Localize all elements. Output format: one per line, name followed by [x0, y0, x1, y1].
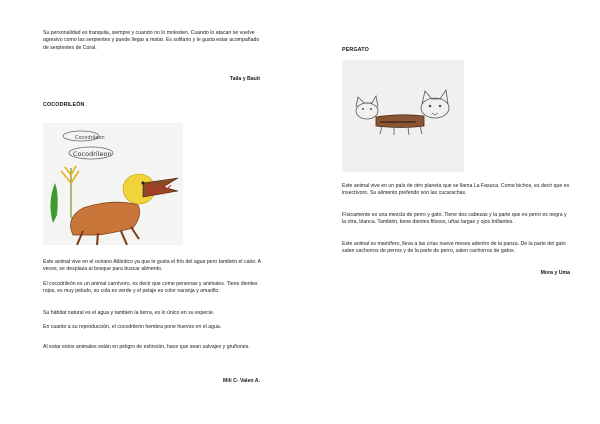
section-title-pergato: PERGATO — [342, 47, 369, 53]
intro-signature: Taila y Bauti — [229, 76, 260, 82]
pergato-paragraph-3: Este animal es mamífero, lleva a las crías nueve meses adentro de la panza. De la parte del gato salen cachorros de perros y de la parte de perro, salen cachorros de gatos. — [342, 241, 566, 255]
cocodrileon-signature: Mili C- Valen A. — [223, 378, 260, 384]
pergato-signature: Mora y Uma — [540, 270, 570, 276]
cocodrileon-paragraph-1: Este animal vive en el océano Atlántico ya que le gusta el frío del agua pero también el calor. A veces, se desplaza al bosque para buscar alimento. — [43, 259, 261, 273]
cocodrileon-paragraph-2: El cocodrileón es un animal carnívoro, es decir que come personas y animales. Tiene dientes rojos, es muy peludo, su cola es verde y el pelaje es color naranja y amarillo. — [43, 281, 258, 295]
cocodrileon-paragraph-4: En cuanto a su reproducción, el cocodrileón hembra pone huevos en el agua. — [43, 324, 222, 330]
cocodrileon-paragraph-3: Su hábitat natural es el agua y también la tierra, es lo único en su especie. — [43, 310, 215, 316]
pergato-paragraph-1: Este animal vive en un país de otro planeta que se llama La Fasuca. Come bichos, es decir que es insectívoro. Su alimento preferido son las cucarachas. — [342, 183, 570, 197]
right-page — [300, 0, 600, 424]
pergato-illustration — [342, 60, 464, 172]
intro-paragraph: Su personalidad es tranquila, siempre y cuando no lo molesten. Cuando lo atacan se vuelve agresivo como las serpientes y puede llegar a matar. Es solitario y le gusta estar acompañado de serpientes de Coral. — [43, 30, 260, 51]
drawing-caption-large: Cocodrileon — [73, 150, 112, 158]
drawing-caption-small: Cocodrileon — [75, 135, 105, 141]
pergato-drawing — [342, 60, 464, 172]
cocodrileon-paragraph-5: Al estar estos animales están en peligro de extinción, hace que sean salvajes y gruñones. — [43, 344, 250, 350]
cocodrileon-drawing — [43, 123, 183, 245]
cocodrileon-illustration — [43, 123, 183, 245]
pergato-paragraph-2: Físicamente es una mezcla de perro y gato. Tiene dos cabezas y la parte que es perro es negra y la otra, blanca. También, tiene dientes filosos, uñas largas y ojos brillantes. — [342, 212, 567, 226]
section-title-cocodrileon: COCODRILEÓN — [43, 102, 85, 108]
